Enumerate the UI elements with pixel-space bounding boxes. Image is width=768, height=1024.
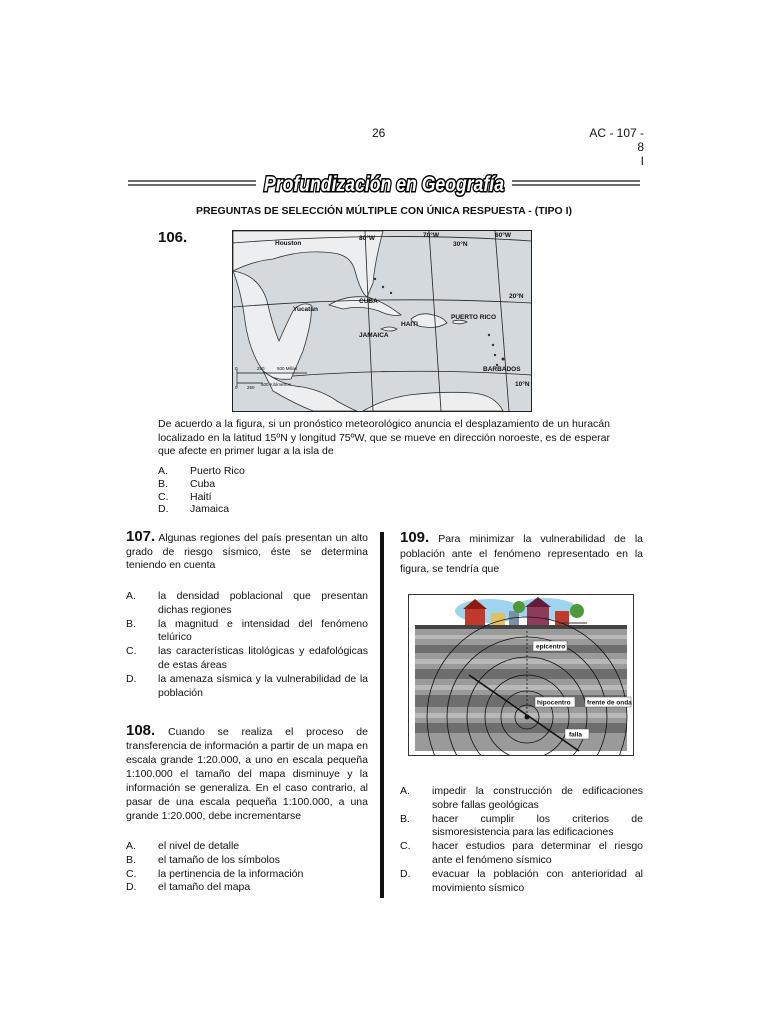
option-108-c[interactable]: C. la pertinencia de la información bbox=[126, 867, 304, 880]
map-label-20n: 20°N bbox=[509, 293, 524, 300]
question-107-stem: Algunas regiones del país presentan un alto grado de riesgo sísmico, éste se determina teniendo en cuenta bbox=[126, 532, 368, 571]
option-109-d[interactable]: D. evacuar la población con anterioridad al movimiento sísmico bbox=[400, 867, 643, 894]
option-108-d[interactable]: D. el tamaño del mapa bbox=[126, 881, 251, 894]
option-107-c[interactable]: C. las características litológicas y edafológicas de estas áreas bbox=[126, 645, 368, 671]
question-106-options bbox=[158, 465, 245, 516]
option-106-c[interactable]: C. Haití bbox=[158, 490, 212, 503]
option-106-b[interactable]: B. Cuba bbox=[158, 477, 216, 490]
option-107-a[interactable]: A. la densidad poblacional que presentan dichas regiones bbox=[126, 590, 368, 616]
instructions-heading: PREGUNTAS DE SELECCIÓN MÚLTIPLE CON ÚNICA RESPUESTA - (TIPO I) bbox=[195, 205, 573, 217]
label-frente-de-onda: frente de onda bbox=[587, 699, 632, 707]
option-107-d[interactable]: D. la amenaza sísmica y la vulnerabilidad de la población bbox=[126, 672, 368, 699]
question-107 bbox=[126, 530, 368, 573]
question-108 bbox=[126, 724, 368, 823]
svg-text:500 Millas: 500 Millas bbox=[277, 366, 298, 371]
label-epicentro: epicentro bbox=[536, 643, 566, 651]
map-label-60w: 60°W bbox=[495, 232, 511, 239]
map-label-80w: 80°W bbox=[359, 235, 375, 242]
map-label-30n: 30°N bbox=[453, 241, 468, 248]
column-divider bbox=[380, 532, 384, 898]
caribbean-map bbox=[232, 230, 532, 412]
question-106-stem: De acuerdo a la figura, si un pronóstico meteorológico anuncia el desplazamiento de un huracán localizado en la latitud 15ºN y longitud 75ºW, que se mueve en dirección noroeste, es de esperar que afecte en primer lugar a la isla de bbox=[158, 418, 610, 457]
question-106-number: 106. bbox=[158, 229, 188, 246]
map-label-yucatan: Yucatán bbox=[293, 306, 318, 313]
label-hipocentro: hipocentro bbox=[537, 699, 571, 707]
question-108-stem: Cuando se realiza el proceso de transferencia de información a partir de un mapa en escala grande 1:20.000, a uno en escala pequeña 1:100.000 el tamaño del mapa disminuye y la información se generaliza. En el caso contrario, al pasar de una escala pequeña 1:100.000, a una grande 1:20.000, debe incrementarse bbox=[126, 726, 368, 822]
banner-title: Profundización en Geografía bbox=[264, 173, 505, 196]
exam-code bbox=[580, 126, 644, 168]
section-banner bbox=[128, 168, 640, 200]
map-label-10n: 10°N bbox=[515, 381, 530, 388]
option-109-b[interactable]: B. hacer cumplir los criterios de sismoresistencia para las edificaciones bbox=[400, 812, 643, 839]
earthquake-diagram bbox=[408, 594, 634, 756]
map-label-puerto-rico: PUERTO RICO bbox=[451, 314, 497, 321]
option-106-a[interactable]: A. Puerto Rico bbox=[158, 465, 245, 477]
question-109-options bbox=[400, 785, 643, 895]
option-108-a[interactable]: A. el nivel de detalle bbox=[126, 840, 240, 852]
question-107-options bbox=[126, 590, 368, 700]
svg-text:0: 0 bbox=[235, 385, 238, 390]
svg-text:500 Kilómetros: 500 Kilómetros bbox=[261, 382, 292, 387]
map-label-jamaica: JAMAICA bbox=[359, 332, 389, 339]
map-label-houston: Houston bbox=[275, 240, 302, 247]
map-label-barbados: BARBADOS bbox=[483, 366, 521, 373]
map-label-cuba: CUBA bbox=[359, 298, 378, 305]
exam-code-line1: AC - 107 - 8 bbox=[589, 126, 644, 154]
svg-text:250: 250 bbox=[247, 385, 255, 390]
map-label-70w: 70°W bbox=[423, 232, 439, 239]
svg-text:0: 0 bbox=[235, 366, 238, 371]
svg-text:250: 250 bbox=[257, 366, 265, 371]
exam-code-line2: I bbox=[640, 154, 644, 168]
option-109-a[interactable]: A. impedir la construcción de edificaciones sobre fallas geológicas bbox=[400, 785, 643, 811]
question-108-options bbox=[126, 840, 368, 895]
option-106-d[interactable]: D. Jamaica bbox=[158, 503, 230, 516]
option-107-b[interactable]: B. la magnitud e intensidad del fenómeno telúrico bbox=[126, 617, 368, 644]
page-number: 26 bbox=[372, 126, 386, 140]
question-107-number: 107. bbox=[126, 528, 156, 545]
option-108-b[interactable]: B. el tamaño de los símbolos bbox=[126, 853, 280, 866]
label-falla: falla bbox=[569, 731, 583, 739]
question-108-number: 108. bbox=[126, 722, 156, 739]
option-109-c[interactable]: C. hacer estudios para determinar el riesgo ante el fenómeno sísmico bbox=[400, 840, 643, 866]
question-109-stem: Para minimizar la vulnerabilidad de la población ante el fenómeno representado en la figura, se tendría que bbox=[400, 533, 643, 575]
map-label-haiti: HAITI bbox=[401, 321, 418, 328]
question-109-number: 109. bbox=[400, 529, 430, 546]
question-109 bbox=[400, 530, 643, 577]
